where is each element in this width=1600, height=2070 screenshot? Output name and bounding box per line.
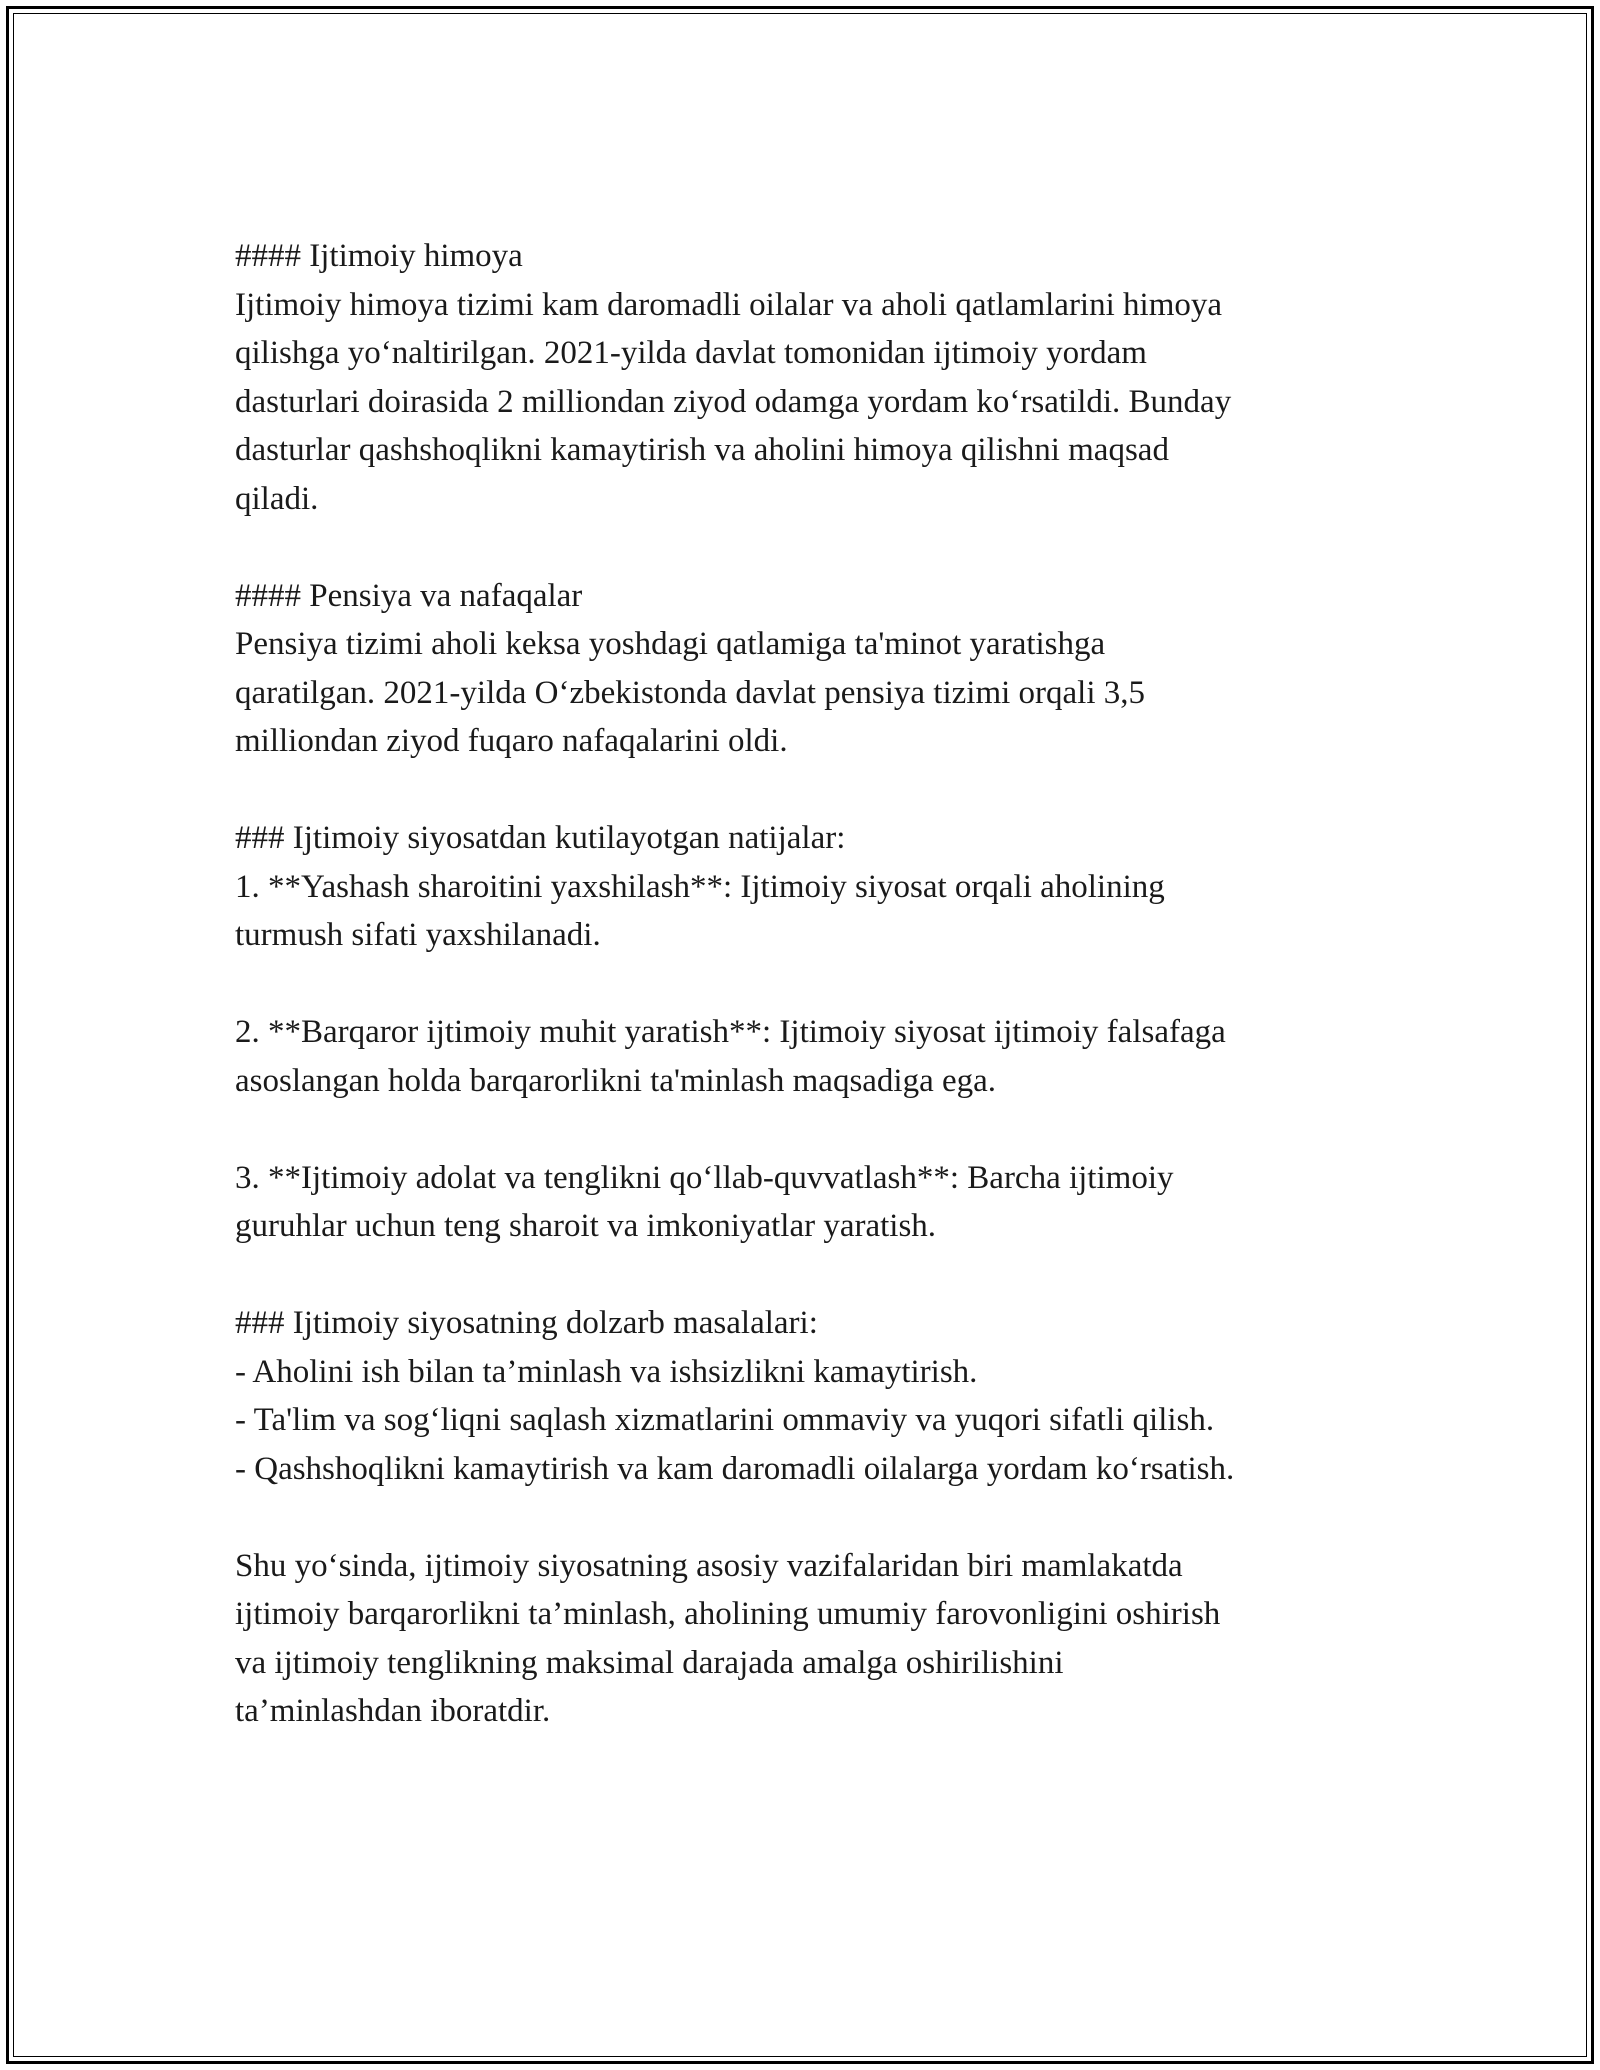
bullet-item: - Ta'lim va sogʻliqni saqlash xizmatlarini ommaviy va yuqori sifatli qilish.: [235, 1402, 1215, 1438]
paragraph-gap: [235, 1105, 1375, 1154]
list-item-2: [235, 1008, 1375, 1105]
paragraph-line: milliondan ziyod fuqaro nafaqalarini oldi.: [235, 723, 788, 759]
paragraph-line: Ijtimoiy himoya tizimi kam daromadli oilalar va aholi qatlamlarini himoya: [235, 286, 1223, 323]
heading-line: ### Ijtimoiy siyosatdan kutilayotgan natijalar:: [235, 820, 846, 856]
paragraph-line: ta’minlashdan iboratdir.: [235, 1693, 551, 1729]
paragraph-gap: [235, 1493, 1375, 1542]
paragraph-line: qaratilgan. 2021-yilda Oʻzbekistonda davlat pensiya tizimi orqali 3,5: [235, 674, 1145, 711]
paragraph-line: Shu yoʻsinda, ijtimoiy siyosatning asosiy vazifalaridan biri mamlakatda: [235, 1547, 1183, 1584]
paragraph-conclusion: [235, 1542, 1375, 1736]
paragraph-pensiya: [235, 620, 1375, 766]
paragraph-gap: [235, 523, 1375, 572]
paragraph-ijtimoiy-himoya: [235, 281, 1375, 524]
document-body: [235, 232, 1375, 1736]
paragraph-gap: [235, 1251, 1375, 1300]
paragraph-line: Pensiya tizimi aholi keksa yoshdagi qatlamiga ta'minot yaratishga: [235, 626, 1106, 662]
heading-line: ### Ijtimoiy siyosatning dolzarb masalalari:: [235, 1305, 818, 1341]
paragraph-gap: [235, 960, 1375, 1009]
paragraph-line: turmush sifati yaxshilanadi.: [235, 917, 601, 953]
section-heading-ijtimoiy-himoya: [235, 232, 1375, 281]
paragraph-line: 1. **Yashash sharoitini yaxshilash**: Ijtimoiy siyosat orqali aholining: [235, 868, 1165, 905]
section-dolzarb-masalalar: [235, 1299, 1375, 1493]
section-heading-pensiya: [235, 572, 1375, 621]
paragraph-line: ijtimoiy barqarorlikni ta’minlash, aholining umumiy farovonligini oshirish: [235, 1596, 1221, 1632]
paragraph-line: qiladi.: [235, 480, 319, 517]
list-item-1: [235, 863, 1375, 960]
heading-line: #### Pensiya va nafaqalar: [235, 577, 583, 614]
bullet-item: - Aholini ish bilan ta’minlash va ishsizlikni kamaytirish.: [235, 1353, 978, 1390]
section-heading-natijalar: [235, 814, 1375, 863]
paragraph-gap: [235, 766, 1375, 815]
list-item-3: [235, 1154, 1375, 1251]
paragraph-line: va ijtimoiy tenglikning maksimal darajada amalga oshirilishini: [235, 1644, 1064, 1681]
paragraph-line: dasturlari doirasida 2 milliondan ziyod odamga yordam koʻrsatildi. Bunday: [235, 383, 1232, 420]
bullet-item: - Qashshoqlikni kamaytirish va kam daromadli oilalarga yordam koʻrsatish.: [235, 1450, 1235, 1487]
paragraph-line: guruhlar uchun teng sharoit va imkoniyatlar yaratish.: [235, 1208, 937, 1244]
paragraph-line: 3. **Ijtimoiy adolat va tenglikni qoʻllab-quvvatlash**: Barcha ijtimoiy: [235, 1159, 1174, 1196]
paragraph-line: 2. **Barqaror ijtimoiy muhit yaratish**: Ijtimoiy siyosat ijtimoiy falsafaga: [235, 1014, 1226, 1050]
paragraph-line: qilishga yoʻnaltirilgan. 2021-yilda davlat tomonidan ijtimoiy yordam: [235, 335, 1147, 371]
paragraph-line: asoslangan holda barqarorlikni ta'minlash maqsadiga ega.: [235, 1062, 997, 1099]
paragraph-line: dasturlar qashshoqlikni kamaytirish va aholini himoya qilishni maqsad: [235, 432, 1169, 468]
heading-line: #### Ijtimoiy himoya: [235, 238, 523, 274]
